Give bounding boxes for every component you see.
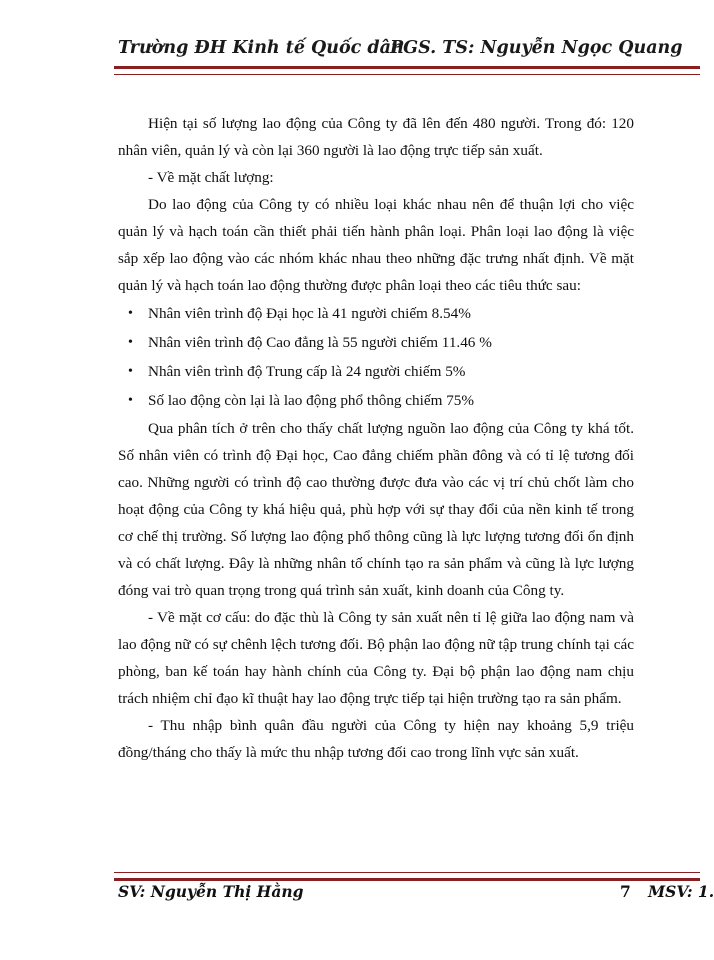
list-item: • Nhân viên trình độ Cao đẳng là 55 người chiếm 11.46 % xyxy=(118,328,634,357)
page-number: 7 xyxy=(620,882,631,901)
paragraph-quality-analysis: Qua phân tích ở trên cho thấy chất lượng nguồn lao động của Công ty khá tốt. Số nhân viên có trình độ Đại học, Cao đẳng chiếm phần đông và có tỉ lệ tương đối cao. Những người có trình độ cao thường được đưa vào các vị trí chủ chốt làm cho hoạt động của Công ty khá hiệu quả, phù hợp với sự thay đổi của nền kinh tế trong cơ chế thị trường. Số lượng lao động phổ thông cũng là lực lượng tương đối ổn định và có chất lượng. Đây là những nhân tố chính tạo ra sản phẩm và cũng là lực lượng đóng vai trò quan trọng trong quá trình sản xuất, kinh doanh của Công ty. xyxy=(118,420,634,599)
supervisor-name: PGS. TS: Nguyễn Ngọc Quang xyxy=(390,38,683,58)
page-header xyxy=(118,34,700,68)
university-name: Trường ĐH Kinh tế Quốc dân xyxy=(118,38,404,58)
student-id: MSV: 1. xyxy=(648,882,714,901)
list-item: • Nhân viên trình độ Trung cấp là 24 người chiếm 5% xyxy=(118,357,634,386)
paragraph-classification: Do lao động của Công ty có nhiều loại khác nhau nên để thuận lợi cho việc quản lý và hạch toán cần thiết phải tiến hành phân loại. Phân loại lao động là việc sắp xếp lao động vào các nhóm khác nhau theo những đặc trưng nhất định. Về mặt quản lý và hạch toán lao động thường được phân loại theo các tiêu thức sau: xyxy=(118,196,634,294)
header-rule xyxy=(114,66,700,75)
list-item: • Nhân viên trình độ Đại học là 41 người chiếm 8.54% xyxy=(118,299,634,328)
paragraph-structure: - Về mặt cơ cấu: do đặc thù là Công ty sản xuất nên tỉ lệ giữa lao động nam và lao động nữ có sự chênh lệch tương đối. Bộ phận lao động nữ tập trung chính tại các phòng, ban kế toán hay hành chính của Công ty. Đại bộ phận lao động nam chịu trách nhiệm chỉ đạo kĩ thuật hay lao động trực tiếp tại hiện trường tạo ra sản phẩm. xyxy=(118,609,634,707)
qualification-list xyxy=(118,299,634,415)
list-item: • Số lao động còn lại là lao động phổ thông chiếm 75% xyxy=(118,386,634,415)
document-body xyxy=(118,110,634,766)
quality-heading: - Về mặt chất lượng: xyxy=(148,169,274,186)
paragraph-workforce-size: Hiện tại số lượng lao động của Công ty đã lên đến 480 người. Trong đó: 120 nhân viên, quản lý và còn lại 360 người là lao động trực tiếp sản xuất. xyxy=(118,115,634,159)
student-name: SV: Nguyễn Thị Hằng xyxy=(118,882,304,901)
paragraph-income: - Thu nhập bình quân đầu người của Công ty hiện nay khoảng 5,9 triệu đồng/tháng cho thấy là mức thu nhập tương đối cao trong lĩnh vực sản xuất. xyxy=(118,717,634,761)
footer-rule xyxy=(114,872,700,881)
